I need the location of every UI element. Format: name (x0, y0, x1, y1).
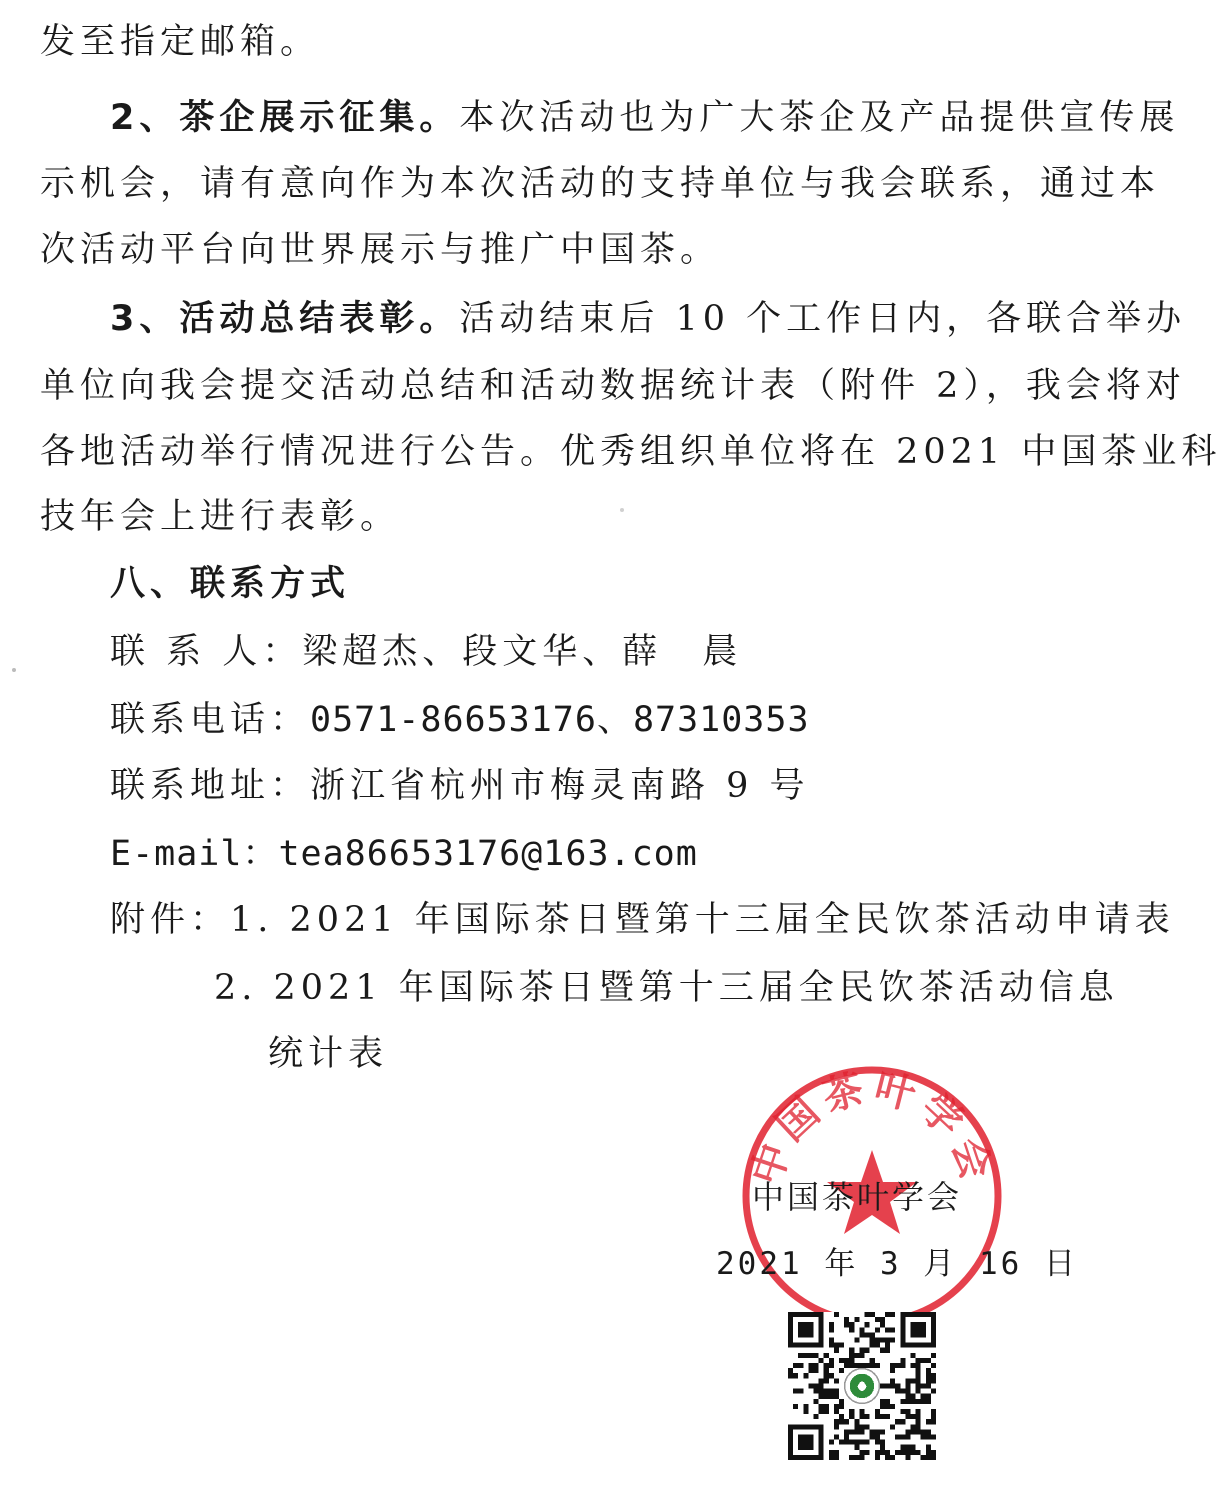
paragraph-line: 发至指定邮箱。 (40, 22, 321, 62)
scan-speck (1030, 100, 1034, 104)
signature-date: 2021 年 3 月 16 日 (716, 1246, 1078, 1282)
contact-persons: 梁超杰、段文华、薛 晨 (302, 632, 743, 672)
attachment-item: 2. 2021 年国际茶日暨第十三届全民饮茶活动信息 (214, 968, 1119, 1008)
contact-phone: 0571-86653176、87310353 (310, 700, 810, 740)
attachment-item: 1. 2021 年国际茶日暨第十三届全民饮茶活动申请表 (230, 900, 1175, 940)
contact-phone-label: 联系电话： (110, 700, 311, 740)
paragraph-line (110, 299, 1186, 339)
section-heading: 八、联系方式 (110, 564, 351, 604)
paragraph-line: 示机会，请有意向作为本次活动的支持单位与我会联系，通过本 (40, 164, 1161, 204)
paragraph-text: 本次活动也为广大茶企及产品提供宣传展 (459, 98, 1180, 138)
contact-persons-row (110, 632, 742, 672)
contact-email: tea86653176@163.com (278, 834, 698, 874)
scan-speck (620, 508, 624, 512)
contact-address: 浙江省杭州市梅灵南路 9 号 (310, 766, 810, 806)
paragraph-line: 技年会上进行表彰。 (40, 497, 401, 537)
signature-organization: 中国茶叶学会 (752, 1178, 963, 1216)
qr-code[interactable] (788, 1312, 936, 1460)
paragraph-line: 单位向我会提交活动总结和活动数据统计表（附件 2），我会将对 (40, 366, 1186, 406)
contact-address-label: 联系地址： (110, 766, 311, 806)
paragraph-line: 各地活动举行情况进行公告。优秀组织单位将在 2021 中国茶业科 (40, 432, 1221, 472)
contact-email-label: E-mail： (110, 834, 279, 874)
contact-address-row (110, 766, 810, 806)
paragraph-line: 次活动平台向世界展示与推广中国茶。 (40, 230, 721, 270)
attachment-row (110, 900, 1175, 940)
paragraph-line (110, 98, 1179, 138)
attachment-label: 附件： (110, 900, 231, 940)
scan-speck (12, 668, 16, 672)
paragraph-heading: 3、活动总结表彰。 (110, 299, 460, 339)
contact-persons-label: 联 系 人： (110, 632, 303, 672)
contact-email-row (110, 834, 698, 874)
contact-phone-row (110, 700, 810, 740)
paragraph-heading: 2、茶企展示征集。 (110, 98, 460, 138)
attachment-item-continuation: 统计表 (268, 1034, 389, 1074)
seal-text: 中国茶叶学会 (742, 1063, 1002, 1191)
paragraph-text: 活动结束后 10 个工作日内，各联合举办 (459, 299, 1187, 339)
